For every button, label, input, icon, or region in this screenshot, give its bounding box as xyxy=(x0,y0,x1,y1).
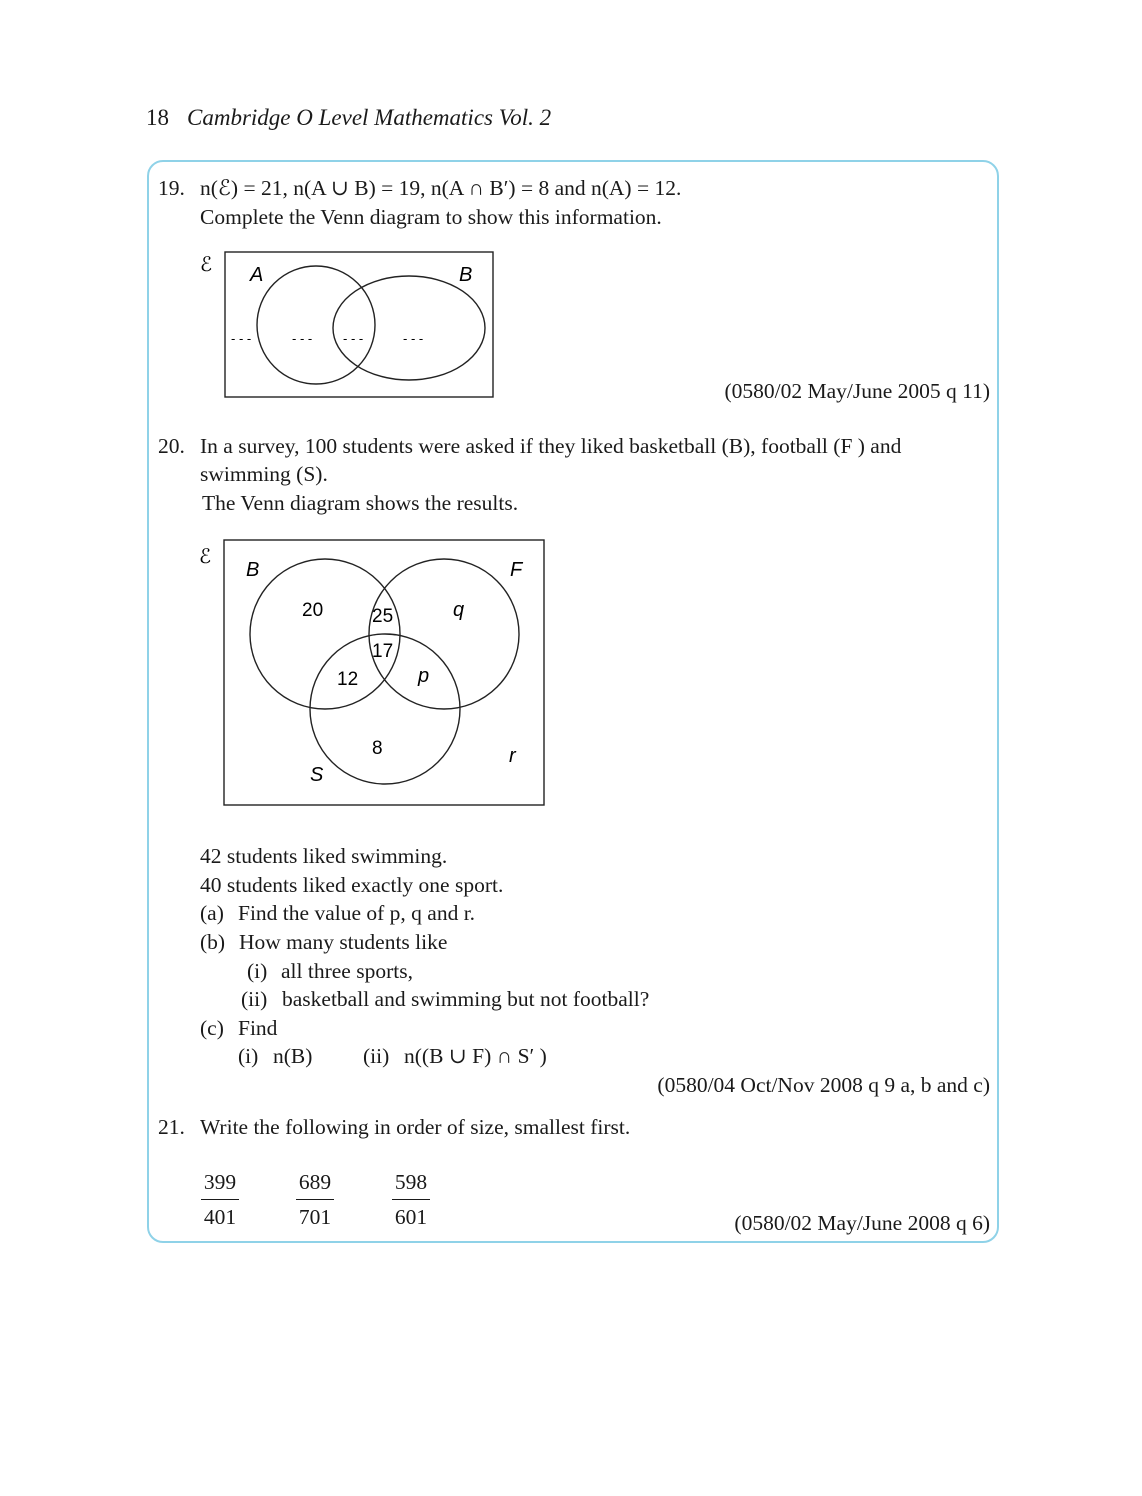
universal-set-symbol: ℰ xyxy=(200,254,213,276)
question-source: (0580/02 May/June 2008 q 6) xyxy=(734,1211,990,1235)
question-number: 20. xyxy=(158,434,185,458)
region-f-only: q xyxy=(453,599,465,621)
question-source: (0580/04 Oct/Nov 2008 q 9 a, b and c) xyxy=(657,1073,990,1097)
denominator: 401 xyxy=(203,1205,237,1229)
part-label: (a) xyxy=(200,901,224,925)
question-number: 19. xyxy=(158,176,185,200)
subpart-label: (i) xyxy=(247,959,268,983)
part-c-i-text: n(B) xyxy=(273,1044,313,1068)
info-line: 42 students liked swimming. xyxy=(200,844,448,868)
venn-diagram-three-sets xyxy=(195,535,555,815)
set-label-b: B xyxy=(459,264,473,286)
part-b-text: How many students like xyxy=(239,930,448,954)
question-statement: n(ℰ) = 21, n(A ∪ B) = 19, n(A ∩ B′) = 8 and n(A) = 12. xyxy=(200,176,682,200)
blank-outside: - - - xyxy=(231,331,252,346)
set-label-b: B xyxy=(246,559,260,581)
blank-intersection: - - - xyxy=(343,331,364,346)
subpart-label: (ii) xyxy=(241,987,268,1011)
question-number: 21. xyxy=(158,1115,185,1139)
info-line: 40 students liked exactly one sport. xyxy=(200,873,504,897)
part-c-text: Find xyxy=(238,1016,278,1040)
part-label: (c) xyxy=(200,1016,224,1040)
region-all-three: 17 xyxy=(372,641,394,662)
subpart-label: (i) xyxy=(238,1044,259,1068)
region-s-only: 8 xyxy=(372,738,383,759)
question-statement-line-3: The Venn diagram shows the results. xyxy=(202,491,519,515)
part-b-ii-text: basketball and swimming but not football? xyxy=(282,987,650,1011)
blank-a-only: - - - xyxy=(292,331,313,346)
fraction xyxy=(392,1170,430,1230)
region-b-only: 20 xyxy=(302,600,324,621)
running-head xyxy=(146,105,551,131)
question-statement-line-2: swimming (S). xyxy=(200,462,328,486)
part-label: (b) xyxy=(200,930,226,954)
region-f-and-s-only: p xyxy=(418,665,430,687)
numerator: 399 xyxy=(201,1170,239,1200)
set-label-f: F xyxy=(510,559,523,581)
fraction xyxy=(201,1170,239,1230)
part-a-text: Find the value of p, q and r. xyxy=(238,901,476,925)
part-b-i-text: all three sports, xyxy=(281,959,413,983)
question-instruction: Complete the Venn diagram to show this information. xyxy=(200,205,662,229)
question-statement: Write the following in order of size, smallest first. xyxy=(200,1115,631,1139)
set-label-a: A xyxy=(250,264,264,286)
venn-diagram-two-sets xyxy=(195,245,500,405)
denominator: 601 xyxy=(394,1205,428,1229)
region-b-and-f-only: 25 xyxy=(372,606,394,627)
book-title: Cambridge O Level Mathematics Vol. 2 xyxy=(187,105,552,130)
set-label-s: S xyxy=(310,764,324,786)
numerator: 598 xyxy=(392,1170,430,1200)
region-outside: r xyxy=(509,745,516,767)
denominator: 701 xyxy=(298,1205,332,1229)
part-c-ii-text: n((B ∪ F) ∩ S′ ) xyxy=(404,1044,547,1068)
blank-b-only: - - - xyxy=(403,331,424,346)
question-statement-line-1: In a survey, 100 students were asked if they liked basketball (B), football (F ) and xyxy=(200,434,902,458)
region-b-and-s-only: 12 xyxy=(337,669,359,690)
numerator: 689 xyxy=(296,1170,334,1200)
subpart-label: (ii) xyxy=(363,1044,390,1068)
fraction xyxy=(296,1170,334,1230)
question-source: (0580/02 May/June 2005 q 11) xyxy=(724,379,990,403)
universal-set-symbol: ℰ xyxy=(199,546,212,568)
page-number: 18 xyxy=(146,105,169,130)
